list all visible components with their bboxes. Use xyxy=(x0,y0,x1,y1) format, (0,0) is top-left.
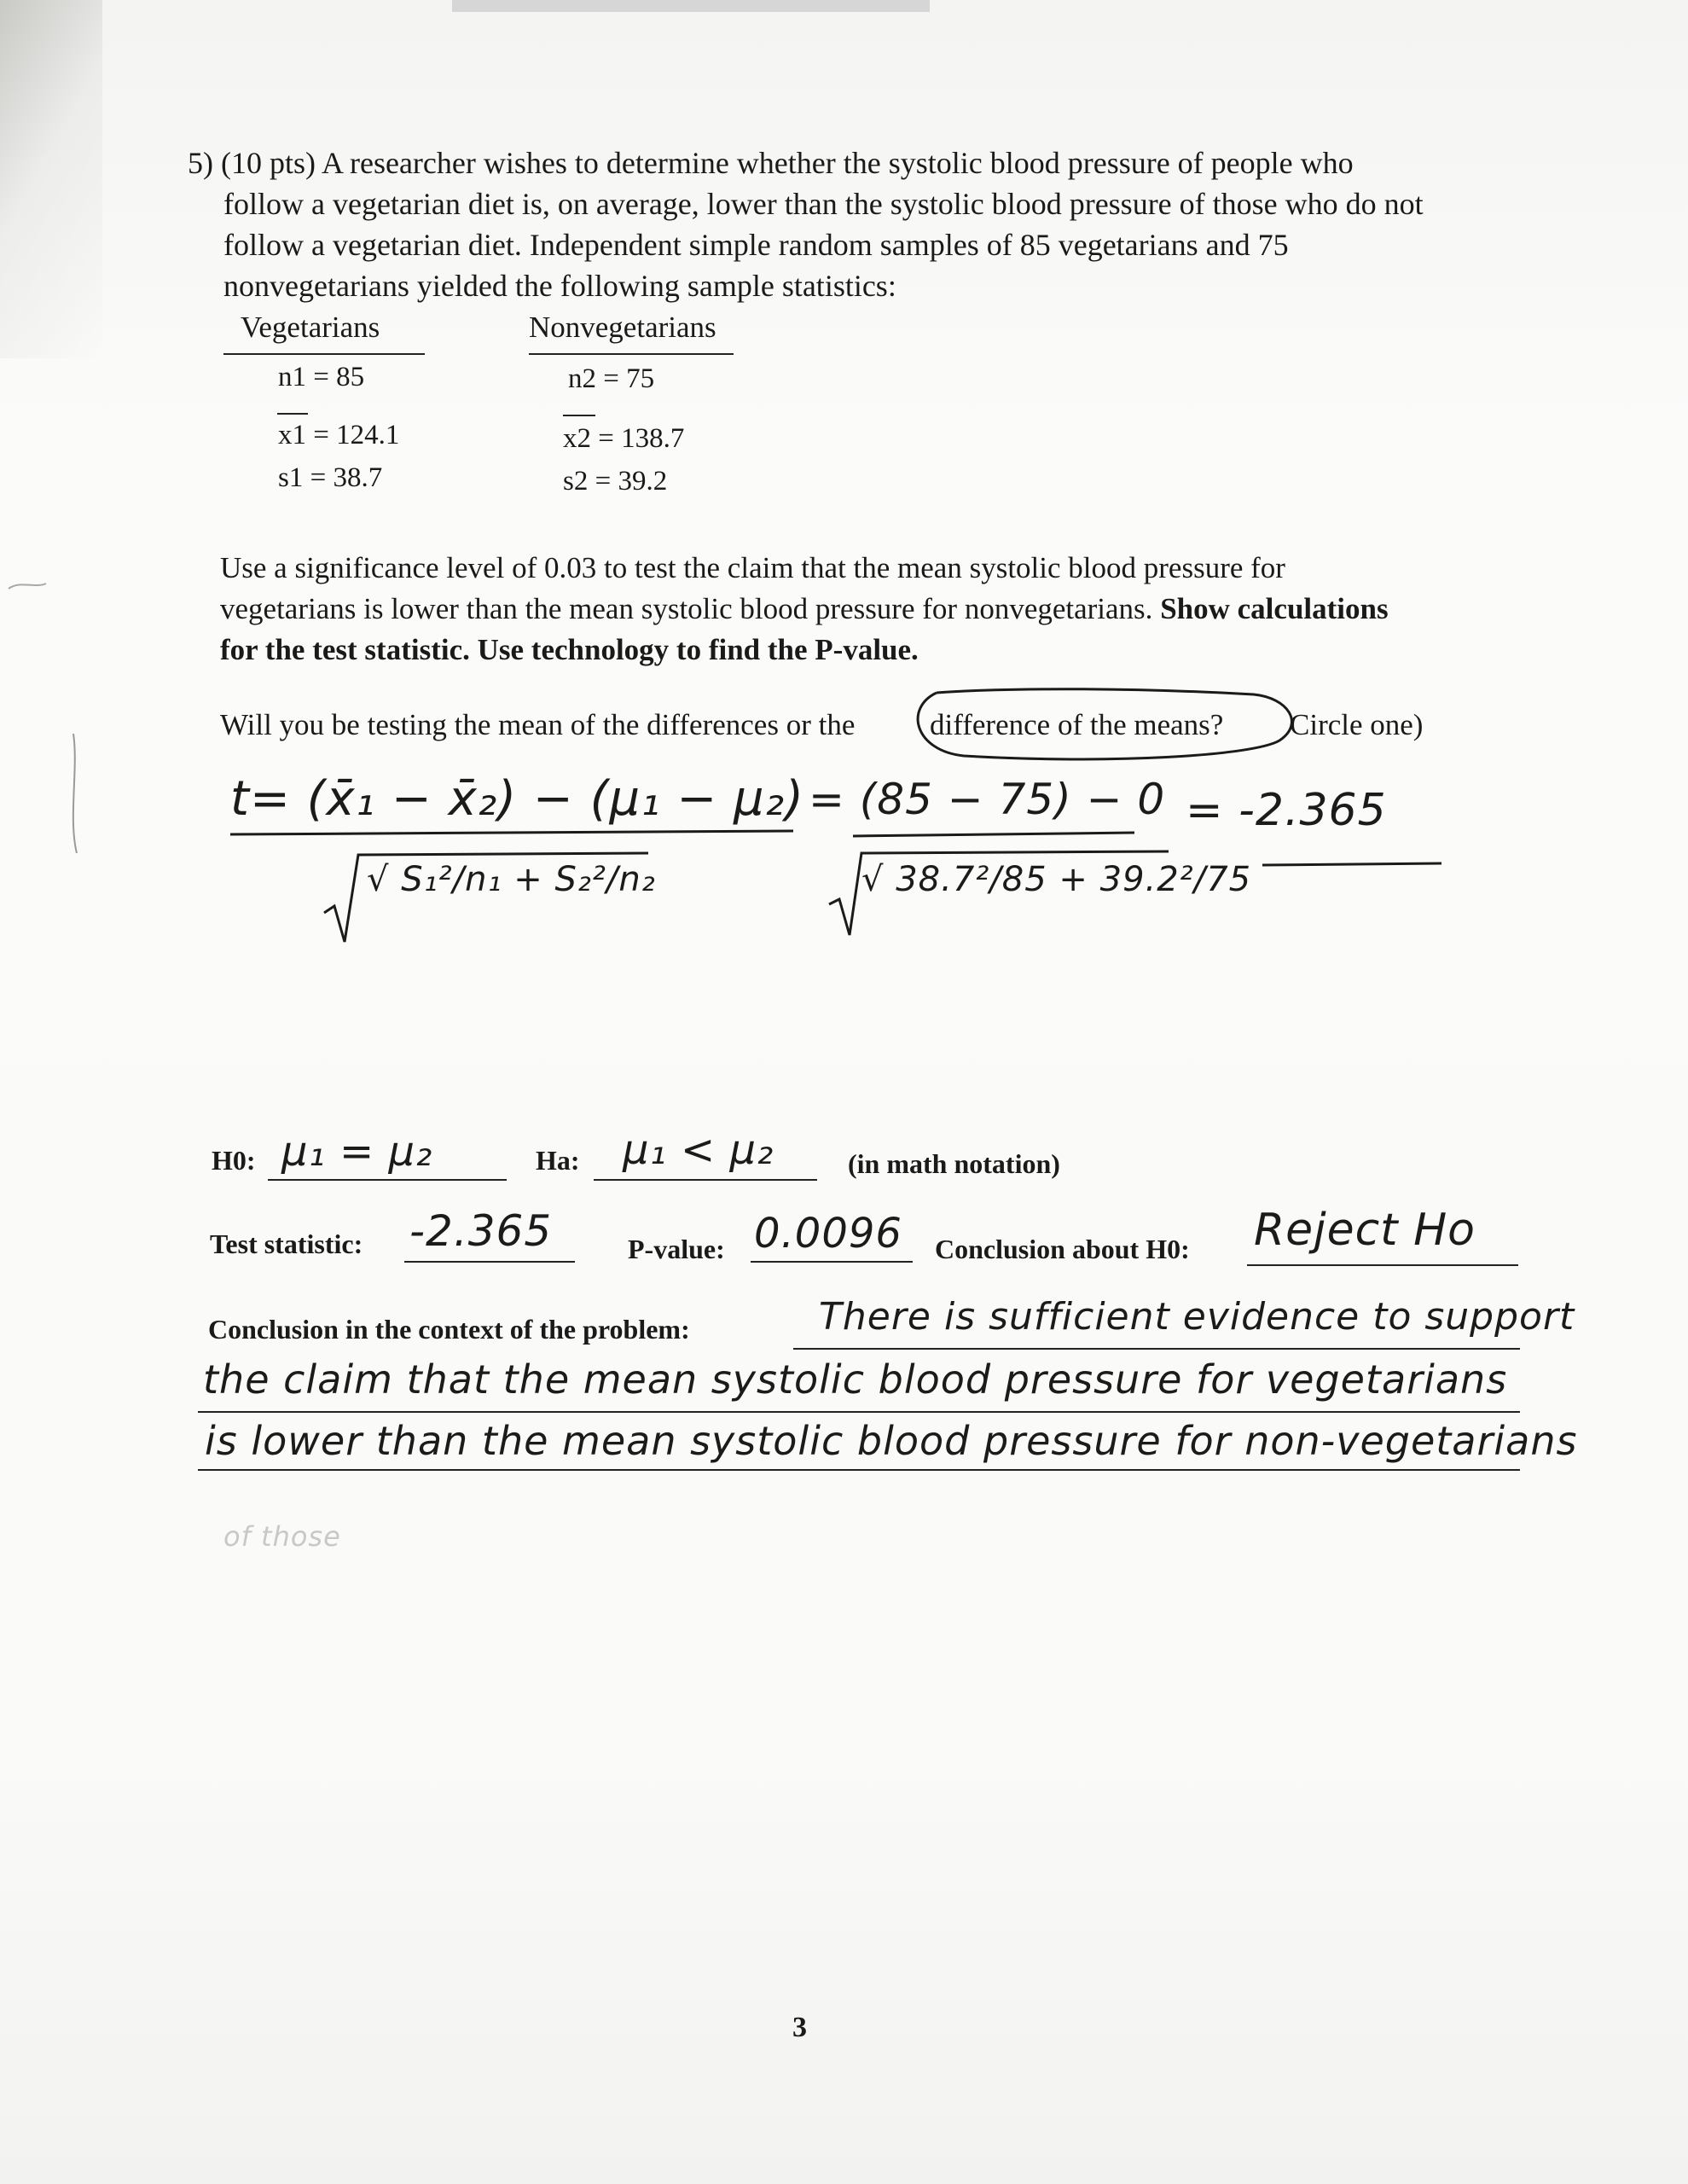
context-label: Conclusion in the context of the problem: xyxy=(208,1314,690,1345)
margin-mark xyxy=(73,734,77,853)
conclusion-h0-label: Conclusion about H0: xyxy=(935,1234,1190,1264)
answer-circle xyxy=(918,689,1291,759)
question-line-4: nonvegetarians yielded the following sample statistics: xyxy=(223,269,896,303)
ha-label: Ha: xyxy=(536,1145,580,1176)
stat-n1: n1 = 85 xyxy=(278,362,365,392)
formula-lhs-numerator: t= (x̄₁ − x̄₂) − (μ₁ − μ₂) xyxy=(230,771,804,827)
context-line-3: is lower than the mean systolic blood pressure for non-vegetarians xyxy=(205,1418,1578,1464)
pvalue-value: 0.0096 xyxy=(754,1210,902,1258)
circle-question-part2: Circle one) xyxy=(1290,708,1424,741)
h0-label: H0: xyxy=(212,1145,256,1176)
table-header-vegetarians: Vegetarians xyxy=(241,311,380,344)
question-line-3: follow a vegetarian diet. Independent simple random samples of 85 vegetarians and 75 xyxy=(223,228,1289,262)
radical-lhs xyxy=(324,853,648,942)
notation-note: (in math notation) xyxy=(848,1148,1060,1179)
stat-s2: s2 = 39.2 xyxy=(563,466,668,497)
stat-x2: x2 = 138.7 xyxy=(563,423,685,454)
circled-answer: difference of the means? xyxy=(930,708,1224,741)
context-line-2: the claim that the mean systolic blood pressure for vegetarians xyxy=(203,1356,1508,1403)
question-line-2: follow a vegetarian diet is, on average, lower than the systolic blood pressure of those who do not xyxy=(223,187,1424,221)
context-line-1: There is sufficient evidence to support xyxy=(819,1295,1575,1339)
formula-mid-numerator: = (85 − 75) − 0 xyxy=(809,775,1166,824)
test-stat-value: -2.365 xyxy=(409,1206,553,1256)
radical-mid xyxy=(829,851,1169,935)
instructions-line-3: for the test statistic. Use technology to find the P-value. xyxy=(220,633,919,666)
question-line-1: 5) (10 pts) A researcher wishes to determine whether the systolic blood pressure of people who xyxy=(188,146,1354,180)
result-underline xyxy=(1262,863,1441,865)
table-header-nonvegetarians: Nonvegetarians xyxy=(529,311,716,344)
instructions-line-2-bold: Show calculations xyxy=(1160,592,1389,625)
page-number: 3 xyxy=(792,2012,807,2043)
circle-question-part1: Will you be testing the mean of the differences or the xyxy=(220,708,856,741)
fraction-bar-mid xyxy=(853,833,1134,836)
fraction-bar-lhs xyxy=(230,831,793,834)
conclusion-h0-value: Reject Ho xyxy=(1254,1205,1476,1256)
test-stat-label: Test statistic: xyxy=(210,1228,363,1259)
pvalue-label: P-value: xyxy=(628,1234,725,1264)
formula-result: = -2.365 xyxy=(1186,785,1387,836)
stat-n2: n2 = 75 xyxy=(568,363,655,394)
ha-value: μ₁ < μ₂ xyxy=(623,1126,774,1174)
context-line-4-faint: of those xyxy=(223,1520,341,1553)
instructions-line-2-plain: vegetarians is lower than the mean systolic blood pressure for nonvegetarians. xyxy=(220,592,1161,625)
margin-scribble xyxy=(9,584,46,589)
formula-lhs-denominator: √ S₁²/n₁ + S₂²/n₂ xyxy=(367,860,656,899)
stat-s1: s1 = 38.7 xyxy=(278,462,383,493)
stat-x1: x1 = 124.1 xyxy=(278,420,400,450)
instructions-line-1: Use a significance level of 0.03 to test the claim that the mean systolic blood pressure for xyxy=(220,551,1285,584)
formula-mid-denominator: √ 38.7²/85 + 39.2²/75 xyxy=(861,860,1252,899)
h0-value: μ₁ = μ₂ xyxy=(281,1128,433,1176)
